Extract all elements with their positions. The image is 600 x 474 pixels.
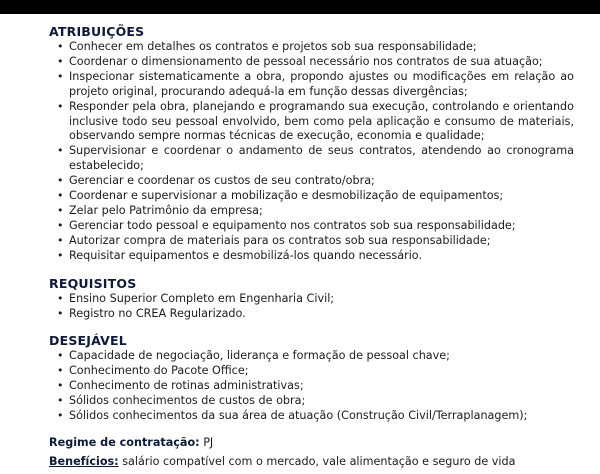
job-description	[49, 24, 574, 474]
list-item: • Sólidos conhecimentos de custos de obra;	[49, 394, 574, 409]
beneficios-label: Benefícios:	[49, 454, 119, 468]
beneficios-value: salário compatível com o mercado, vale alimentação e seguro de vida	[122, 454, 516, 468]
section-desejavel	[49, 333, 574, 424]
list-item: • Registro no CREA Regularizado.	[49, 307, 574, 322]
list-item: • Conhecimento do Pacote Office;	[49, 364, 574, 379]
list-item: • Inspecionar sistematicamente a obra, propondo ajustes ou modificações em relação ao projeto original, procurando adequá-la em função dessas divergências;	[49, 70, 574, 100]
section-atribuicoes	[49, 24, 574, 264]
list-item: • Gerenciar todo pessoal e equipamento nos contratos sob sua responsabilidade;	[49, 219, 574, 234]
list-item: • Capacidade de negociação, liderança e formação de pessoal chave;	[49, 349, 574, 364]
top-bar	[0, 0, 600, 14]
beneficios-line	[49, 455, 574, 470]
desejavel-list	[49, 349, 574, 424]
list-item: • Ensino Superior Completo em Engenharia Civil;	[49, 292, 574, 307]
list-item: • Zelar pelo Patrimônio da empresa;	[49, 204, 574, 219]
section-requisitos	[49, 276, 574, 322]
atribuicoes-list	[49, 40, 574, 264]
requisitos-list	[49, 292, 574, 322]
list-item: • Supervisionar e coordenar o andamento de seus contratos, atendendo ao cronograma estabelecido;	[49, 144, 574, 174]
regime-line	[49, 436, 574, 451]
list-item: • Requisitar equipamentos e desmobilizá-los quando necessário.	[49, 249, 574, 264]
list-item: • Gerenciar e coordenar os custos de seu contrato/obra;	[49, 174, 574, 189]
section-title: REQUISITOS	[49, 275, 137, 291]
section-title: DESEJÁVEL	[49, 333, 127, 349]
list-item: • Sólidos conhecimentos da sua área de atuação (Construção Civil/Terraplanagem);	[49, 409, 574, 424]
list-item: • Autorizar compra de materiais para os contratos sob sua responsabilidade;	[49, 234, 574, 249]
regime-value: PJ	[203, 435, 214, 449]
list-item: • Coordenar o dimensionamento de pessoal necessário nos contratos de sua atuação;	[49, 55, 574, 70]
regime-label: Regime de contratação:	[49, 435, 200, 449]
section-title: ATRIBUIÇÕES	[49, 24, 145, 39]
list-item: • Conhecer em detalhes os contratos e projetos sob sua responsabilidade;	[49, 40, 574, 55]
list-item: • Responder pela obra, planejando e programando sua execução, controlando e orientando inclusive todo seu pessoal envolvido, bem como pela aplicação e consumo de materiais, observando sempre normas técnicas de execução, economia e qualidade;	[49, 100, 574, 145]
list-item: • Conhecimento de rotinas administrativas;	[49, 379, 574, 394]
list-item: • Coordenar e supervisionar a mobilização e desmobilização de equipamentos;	[49, 189, 574, 204]
